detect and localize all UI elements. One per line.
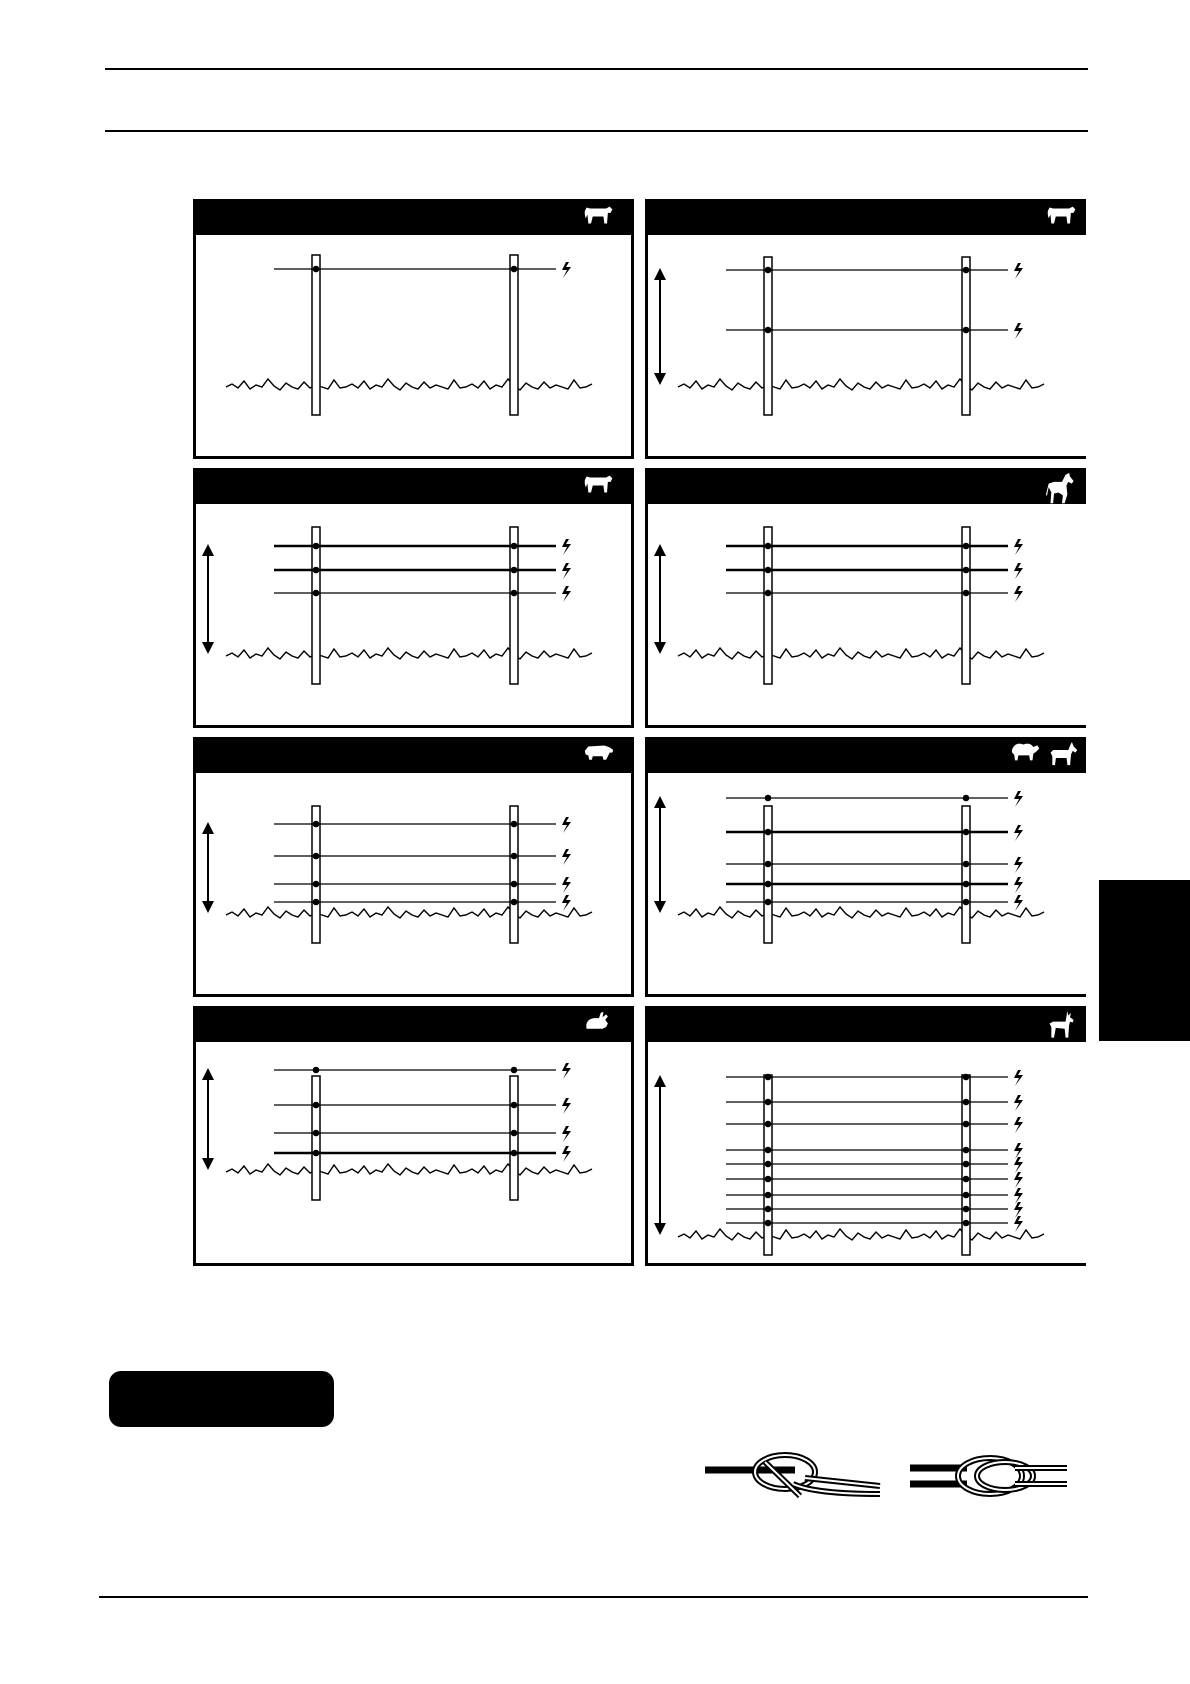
fence-diagram bbox=[648, 471, 1089, 728]
insulator bbox=[765, 899, 772, 906]
insulator bbox=[765, 590, 772, 597]
insulator bbox=[765, 1206, 772, 1213]
insulator bbox=[765, 1147, 772, 1154]
lightning-bolt-icon bbox=[1014, 563, 1023, 579]
insulator bbox=[313, 881, 320, 888]
lightning-bolt-icon bbox=[562, 895, 571, 911]
fence-panel-2 bbox=[645, 199, 1086, 459]
fence-panel-5 bbox=[193, 737, 634, 997]
fence-panel-6 bbox=[645, 737, 1086, 997]
header-rule-top bbox=[105, 68, 1088, 70]
insulator bbox=[313, 1102, 320, 1109]
insulator bbox=[963, 861, 970, 868]
fence-diagram bbox=[648, 740, 1089, 997]
insulator bbox=[963, 1192, 970, 1199]
lightning-bolt-icon bbox=[1014, 825, 1023, 841]
height-arrow bbox=[654, 544, 666, 654]
fence-post bbox=[312, 527, 320, 684]
insulator bbox=[765, 1099, 772, 1106]
lightning-bolt-icon bbox=[562, 539, 571, 555]
insulator bbox=[963, 1220, 970, 1227]
insulator bbox=[511, 1067, 518, 1074]
insulator bbox=[963, 795, 970, 802]
ground-grass bbox=[226, 1164, 592, 1175]
lightning-bolt-icon bbox=[1014, 539, 1023, 555]
insulator bbox=[963, 1074, 970, 1081]
fence-panel-3 bbox=[193, 468, 634, 728]
fence-post bbox=[962, 527, 970, 684]
fence-diagram bbox=[196, 471, 637, 728]
insulator bbox=[313, 1130, 320, 1137]
lightning-bolt-icon bbox=[1014, 1188, 1023, 1204]
insulator bbox=[511, 821, 518, 828]
fence-diagram bbox=[196, 740, 637, 997]
insulator bbox=[511, 266, 518, 273]
height-arrow bbox=[654, 268, 666, 385]
insulator bbox=[313, 821, 320, 828]
insulator bbox=[765, 567, 772, 574]
insulator bbox=[511, 567, 518, 574]
insulator bbox=[765, 327, 772, 334]
fence-diagram bbox=[196, 1009, 637, 1266]
insulator bbox=[963, 1206, 970, 1213]
insulator bbox=[963, 881, 970, 888]
insulator bbox=[313, 266, 320, 273]
insulator bbox=[765, 543, 772, 550]
lightning-bolt-icon bbox=[1014, 1117, 1023, 1133]
insulator bbox=[765, 829, 772, 836]
lightning-bolt-icon bbox=[562, 586, 571, 602]
insulator bbox=[765, 795, 772, 802]
insulator bbox=[313, 1150, 320, 1157]
insulator bbox=[511, 1130, 518, 1137]
insulator bbox=[963, 899, 970, 906]
lightning-bolt-icon bbox=[1014, 1202, 1023, 1218]
lightning-bolt-icon bbox=[1014, 1216, 1023, 1232]
insulator bbox=[313, 853, 320, 860]
fence-panel-1 bbox=[193, 199, 634, 459]
lightning-bolt-icon bbox=[1014, 1143, 1023, 1159]
fence-diagram bbox=[196, 202, 637, 459]
lightning-bolt-icon bbox=[1014, 857, 1023, 873]
fence-diagram bbox=[648, 202, 1089, 459]
lightning-bolt-icon bbox=[1014, 586, 1023, 602]
insulator bbox=[963, 327, 970, 334]
ground-grass bbox=[678, 648, 1044, 659]
section-tab bbox=[1099, 880, 1190, 1041]
wire-knots-illustration bbox=[705, 1448, 1075, 1518]
insulator bbox=[963, 829, 970, 836]
fence-panel-8 bbox=[645, 1006, 1086, 1266]
insulator bbox=[313, 543, 320, 550]
insulator bbox=[511, 899, 518, 906]
insulator bbox=[963, 1121, 970, 1128]
lightning-bolt-icon bbox=[562, 877, 571, 893]
insulator bbox=[963, 1176, 970, 1183]
fence-post bbox=[510, 1076, 518, 1200]
knot-square-icon bbox=[910, 1458, 1067, 1494]
ground-grass bbox=[226, 379, 592, 390]
insulator bbox=[765, 1074, 772, 1081]
lightning-bolt-icon bbox=[1014, 877, 1023, 893]
height-arrow bbox=[202, 1068, 214, 1170]
lightning-bolt-icon bbox=[1014, 1070, 1023, 1086]
insulator bbox=[765, 1192, 772, 1199]
ground-grass bbox=[678, 379, 1044, 390]
fence-post bbox=[312, 255, 320, 415]
height-arrow bbox=[654, 1075, 666, 1235]
insulator bbox=[765, 861, 772, 868]
height-arrow bbox=[202, 822, 214, 913]
fence-post bbox=[764, 527, 772, 684]
insulator bbox=[511, 1150, 518, 1157]
lightning-bolt-icon bbox=[1014, 263, 1023, 279]
lightning-bolt-icon bbox=[562, 1098, 571, 1114]
insulator bbox=[963, 590, 970, 597]
lightning-bolt-icon bbox=[562, 563, 571, 579]
insulator bbox=[313, 1067, 320, 1074]
fence-panel-7 bbox=[193, 1006, 634, 1266]
section-heading-pill bbox=[109, 1371, 334, 1427]
insulator bbox=[765, 1220, 772, 1227]
fence-post bbox=[962, 806, 970, 943]
header-rule-bottom bbox=[105, 130, 1088, 132]
insulator bbox=[963, 567, 970, 574]
ground-grass bbox=[678, 1229, 1044, 1240]
height-arrow bbox=[202, 544, 214, 654]
lightning-bolt-icon bbox=[562, 1146, 571, 1162]
lightning-bolt-icon bbox=[1014, 1095, 1023, 1111]
fence-post bbox=[764, 257, 772, 415]
insulator bbox=[511, 543, 518, 550]
fence-post bbox=[764, 806, 772, 943]
lightning-bolt-icon bbox=[1014, 895, 1023, 911]
insulator bbox=[963, 1099, 970, 1106]
ground-grass bbox=[678, 907, 1044, 918]
lightning-bolt-icon bbox=[562, 817, 571, 833]
insulator bbox=[963, 1161, 970, 1168]
fence-post bbox=[510, 527, 518, 684]
lightning-bolt-icon bbox=[562, 1063, 571, 1079]
insulator bbox=[511, 590, 518, 597]
insulator bbox=[313, 567, 320, 574]
fence-panel-4 bbox=[645, 468, 1086, 728]
insulator bbox=[765, 881, 772, 888]
height-arrow bbox=[654, 796, 666, 913]
insulator bbox=[511, 1102, 518, 1109]
fence-post bbox=[510, 255, 518, 415]
lightning-bolt-icon bbox=[1014, 1157, 1023, 1173]
ground-grass bbox=[226, 907, 592, 918]
insulator bbox=[313, 899, 320, 906]
lightning-bolt-icon bbox=[1014, 1172, 1023, 1188]
ground-grass bbox=[226, 648, 592, 659]
knot-loop-icon bbox=[705, 1455, 880, 1496]
footer-rule bbox=[99, 1596, 1088, 1598]
insulator bbox=[963, 1147, 970, 1154]
insulator bbox=[765, 267, 772, 274]
fence-diagram bbox=[648, 1009, 1089, 1266]
insulator bbox=[511, 853, 518, 860]
insulator bbox=[765, 1121, 772, 1128]
fence-post bbox=[962, 257, 970, 415]
insulator bbox=[313, 590, 320, 597]
insulator bbox=[765, 1176, 772, 1183]
lightning-bolt-icon bbox=[1014, 323, 1023, 339]
insulator bbox=[963, 267, 970, 274]
insulator bbox=[765, 1161, 772, 1168]
lightning-bolt-icon bbox=[562, 262, 571, 278]
lightning-bolt-icon bbox=[562, 849, 571, 865]
insulator bbox=[511, 881, 518, 888]
lightning-bolt-icon bbox=[562, 1126, 571, 1142]
insulator bbox=[963, 543, 970, 550]
lightning-bolt-icon bbox=[1014, 791, 1023, 807]
fence-post bbox=[312, 1076, 320, 1200]
